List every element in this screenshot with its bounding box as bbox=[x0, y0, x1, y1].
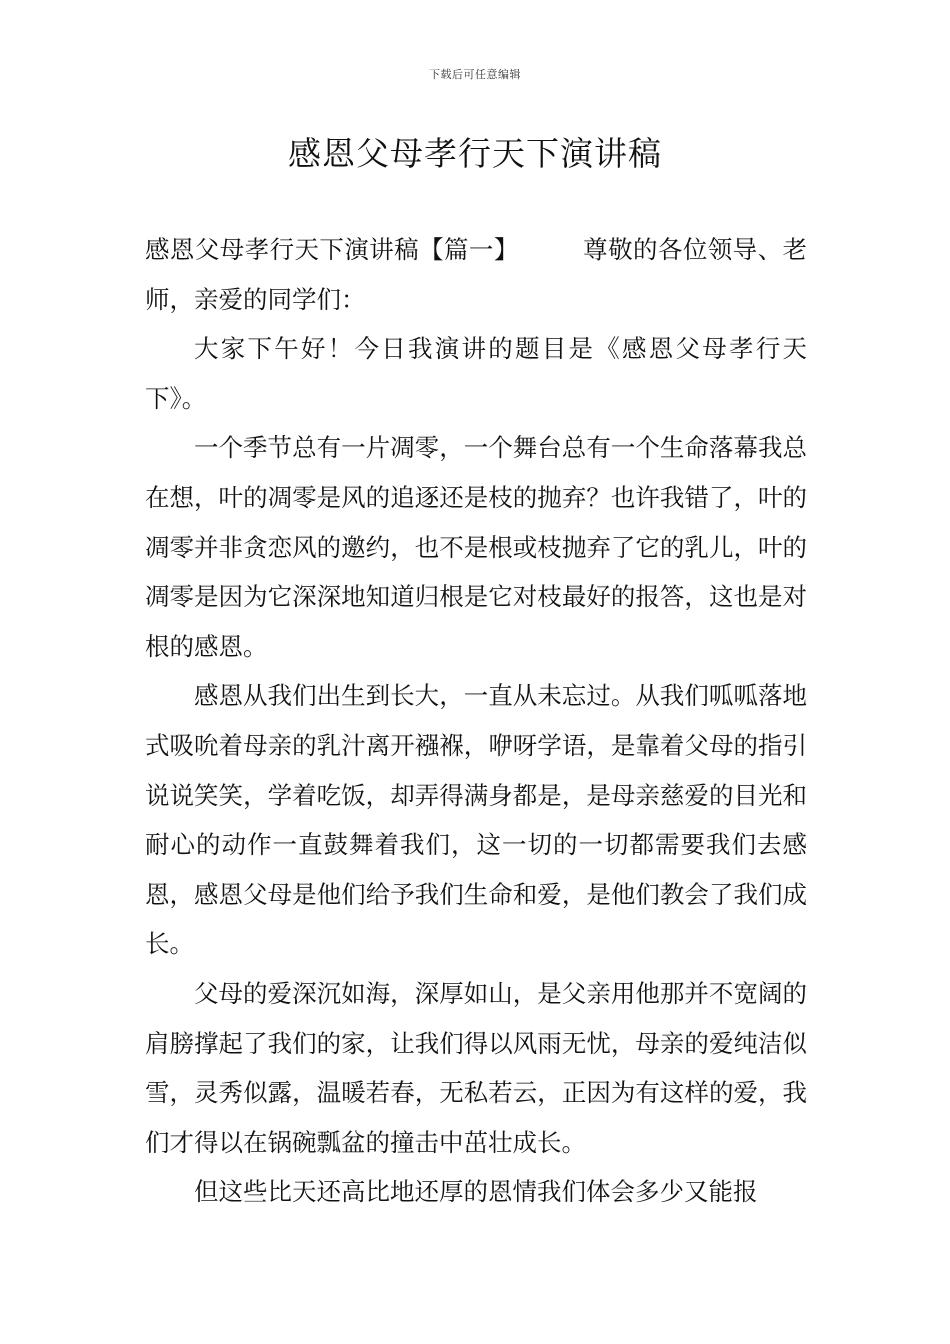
intro-lead: 感恩父母孝行天下演讲稿【篇一】 bbox=[145, 235, 519, 264]
document-title: 感恩父母孝行天下演讲稿 bbox=[288, 134, 662, 173]
document-body bbox=[145, 225, 807, 1217]
intro-paragraph bbox=[145, 225, 807, 324]
header-note: 下载后可任意编辑 bbox=[429, 68, 521, 81]
body-paragraph-4: 父母的爱深沉如海，深厚如山，是父亲用他那并不宽阔的肩膀撑起了我们的家，让我们得以风雨无忧，母亲的爱纯洁似雪，灵秀似露，温暖若春，无私若云，正因为有这样的爱，我们才得以在锅碗瓢盆的撞击中茁壮成长。 bbox=[145, 978, 807, 1157]
body-paragraph-5: 但这些比天还高比地还厚的恩情我们体会多少又能报 bbox=[194, 1177, 758, 1207]
intro-greeting: 尊敬的各位领导、老师，亲爱的同学们： bbox=[145, 235, 807, 314]
body-paragraph-1: 大家下午好！今日我演讲的题目是《感恩父母孝行天下》。 bbox=[145, 334, 807, 413]
body-paragraph-3: 感恩从我们出生到长大，一直从未忘过。从我们呱呱落地式吸吮着母亲的乳汁离开襁褓，咿呀学语，是靠着父母的指引说说笑笑，学着吃饭，却弄得满身都是，是母亲慈爱的目光和耐心的动作一直鼓舞着我们，这一切的一切都需要我们去感恩，感恩父母是他们给予我们生命和爱，是他们教会了我们成长。 bbox=[145, 681, 807, 959]
body-paragraph-2: 一个季节总有一片凋零，一个舞台总有一个生命落幕我总在想，叶的凋零是风的追逐还是枝的抛弃？也许我错了，叶的凋零并非贪恋风的邀约，也不是根或枝抛弃了它的乳儿，叶的凋零是因为它深深地知道归根是它对枝最好的报答，这也是对根的感恩。 bbox=[145, 433, 807, 661]
